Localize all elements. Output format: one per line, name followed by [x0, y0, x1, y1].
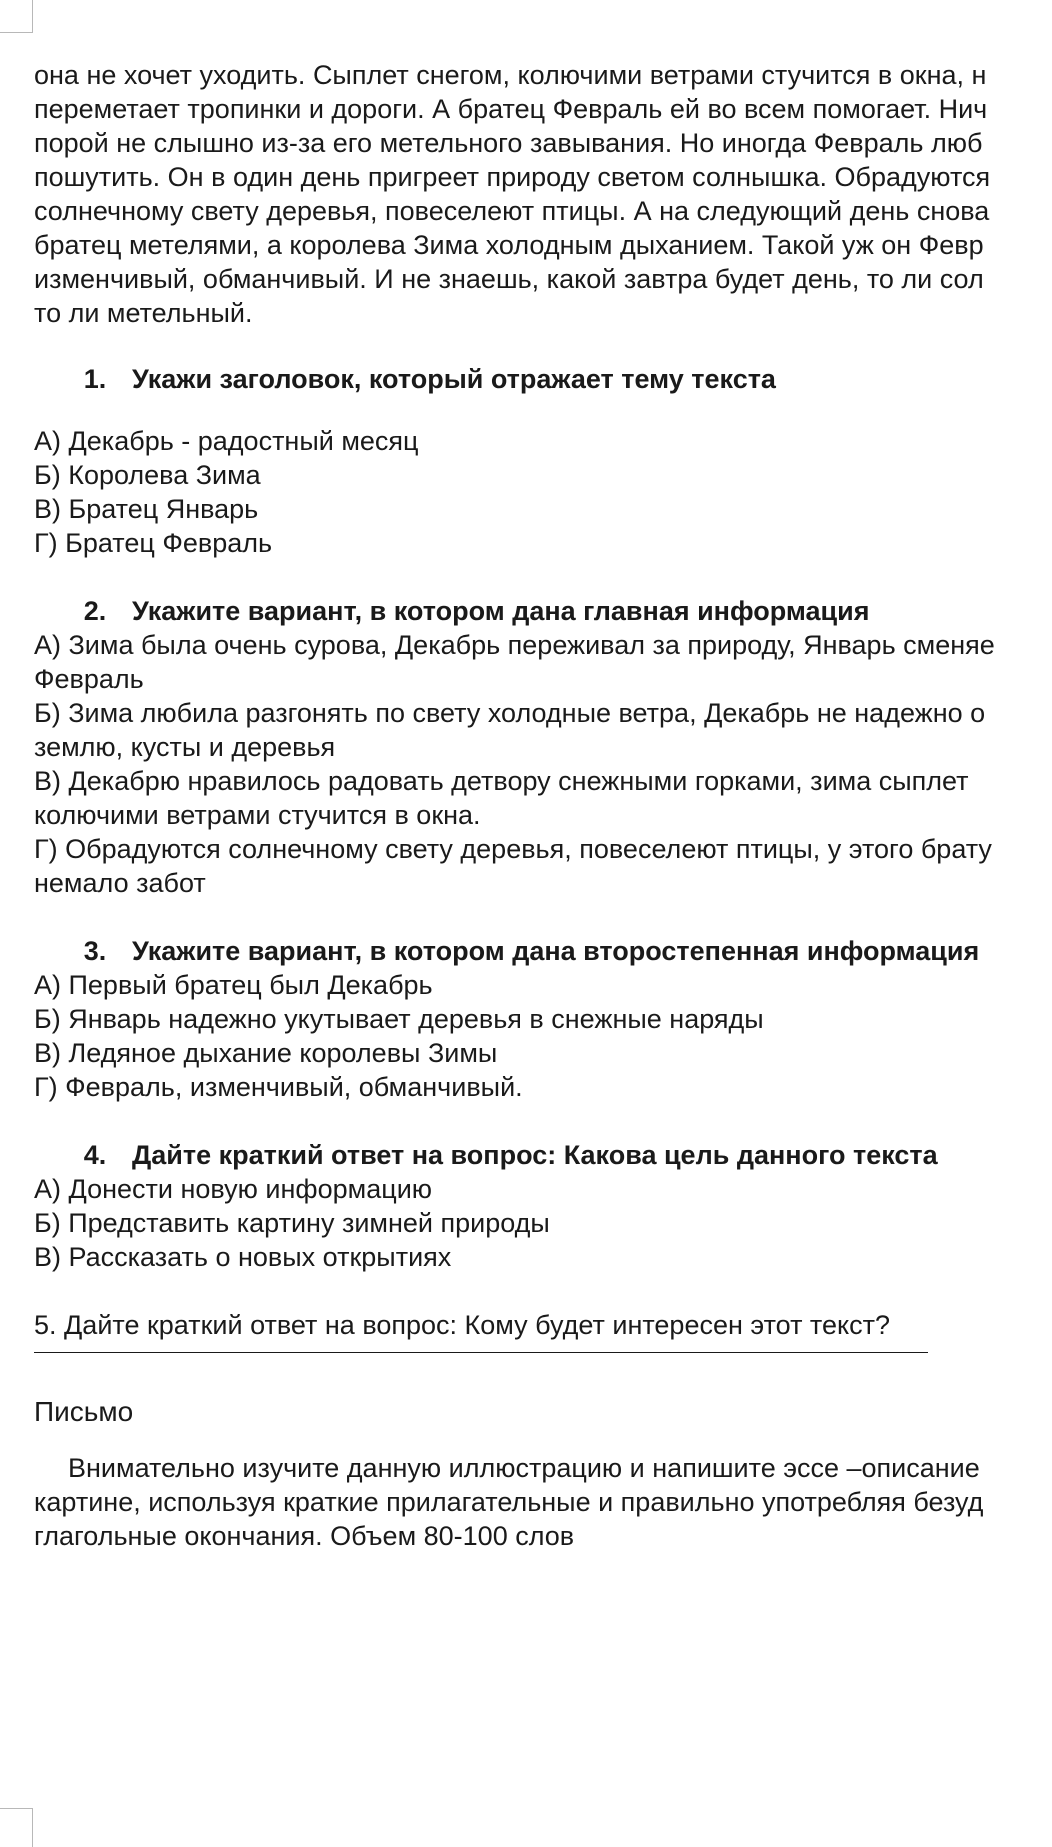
question-2 [34, 594, 1052, 900]
answer-option: А) Декабрь - радостный месяц [34, 426, 419, 456]
answer-option: Февраль [34, 664, 144, 694]
question-heading [34, 934, 1052, 968]
answer-options [34, 968, 1052, 1104]
answer-option: немало забот [34, 868, 206, 898]
answer-option: В) Декабрю нравилось радовать детвору снежными горками, зима сыплет [34, 766, 969, 796]
answer-option: В) Рассказать о новых открытиях [34, 1242, 452, 1272]
question-title: Укажите вариант, в котором дана второстепенная информация [132, 936, 980, 966]
intro-line: пошутить. Он в один день пригреет природу светом солнышка. Обрадуются [34, 162, 991, 192]
intro-paragraph [34, 58, 1052, 330]
answer-option: А) Донести новую информацию [34, 1174, 433, 1204]
crop-mark-bottom [0, 1808, 33, 1847]
question-number: 3. [83, 936, 107, 966]
intro-line: изменчивый, обманчивый. И не знаешь, какой завтра будет день, то ли сол [34, 264, 984, 294]
answer-option: Г) Обрадуются солнечному свету деревья, повеселеют птицы, у этого брату [34, 834, 992, 864]
intro-line: солнечному свету деревья, повеселеют птицы. А на следующий день снова [34, 196, 990, 226]
essay-instructions [34, 1451, 1052, 1553]
answer-option: землю, кусты и деревья [34, 732, 336, 762]
question-title: Укажи заголовок, который отражает тему текста [132, 364, 776, 394]
essay-line-text: Внимательно изучите данную иллюстрацию и напишите эссе –описание [68, 1453, 980, 1483]
answer-option: А) Зима была очень сурова, Декабрь переживал за природу, Январь сменяе [34, 630, 995, 660]
question-heading [34, 1138, 1052, 1172]
document-page [34, 58, 1052, 1553]
question-number: 1. [83, 364, 107, 394]
question-3 [34, 934, 1052, 1104]
answer-options [34, 1172, 1052, 1274]
crop-mark-top [0, 0, 33, 33]
answer-option: Г) Февраль, изменчивый, обманчивый. [34, 1072, 523, 1102]
intro-line: братец метелями, а королева Зима холодным дыханием. Такой уж он Февр [34, 230, 984, 260]
question-title: Дайте краткий ответ на вопрос: Какова цель данного текста [132, 1140, 938, 1170]
question-heading [34, 362, 1052, 396]
essay-line: глагольные окончания. Объем 80-100 слов [34, 1521, 575, 1551]
answer-option: Б) Зима любила разгонять по свету холодные ветра, Декабрь не надежно о [34, 698, 986, 728]
answer-option: А) Первый братец был Декабрь [34, 970, 433, 1000]
answer-blank-line[interactable] [34, 1352, 928, 1353]
question-1 [34, 362, 1052, 560]
letter-section [34, 1395, 1052, 1553]
essay-line: картине, используя краткие прилагательные и правильно употребляя безуд [34, 1487, 984, 1517]
section-title: Письмо [34, 1396, 134, 1427]
question-title: Укажите вариант, в котором дана главная информация [132, 596, 870, 626]
question-number: 4. [83, 1140, 107, 1170]
answer-options [34, 424, 1052, 560]
answer-option: колючими ветрами стучится в окна. [34, 800, 481, 830]
question-number: 2. [83, 596, 107, 626]
answer-option: В) Ледяное дыхание королевы Зимы [34, 1038, 498, 1068]
answer-option: Б) Представить картину зимней природы [34, 1208, 550, 1238]
answer-options [34, 628, 1052, 900]
answer-option: Б) Январь надежно укутывает деревья в снежные наряды [34, 1004, 764, 1034]
question-5-text: 5. Дайте краткий ответ на вопрос: Кому будет интересен этот текст? [34, 1310, 891, 1340]
question-4 [34, 1138, 1052, 1274]
answer-option: В) Братец Январь [34, 494, 259, 524]
essay-line [34, 1451, 1052, 1485]
intro-line: переметает тропинки и дороги. А братец Февраль ей во всем помогает. Нич [34, 94, 988, 124]
intro-line: порой не слышно из-за его метельного завывания. Но иногда Февраль люб [34, 128, 983, 158]
question-heading [34, 594, 1052, 628]
intro-line: то ли метельный. [34, 298, 253, 328]
answer-option: Б) Королева Зима [34, 460, 261, 490]
question-5 [34, 1308, 1052, 1353]
answer-option: Г) Братец Февраль [34, 528, 273, 558]
intro-line: она не хочет уходить. Сыплет снегом, колючими ветрами стучится в окна, н [34, 60, 987, 90]
